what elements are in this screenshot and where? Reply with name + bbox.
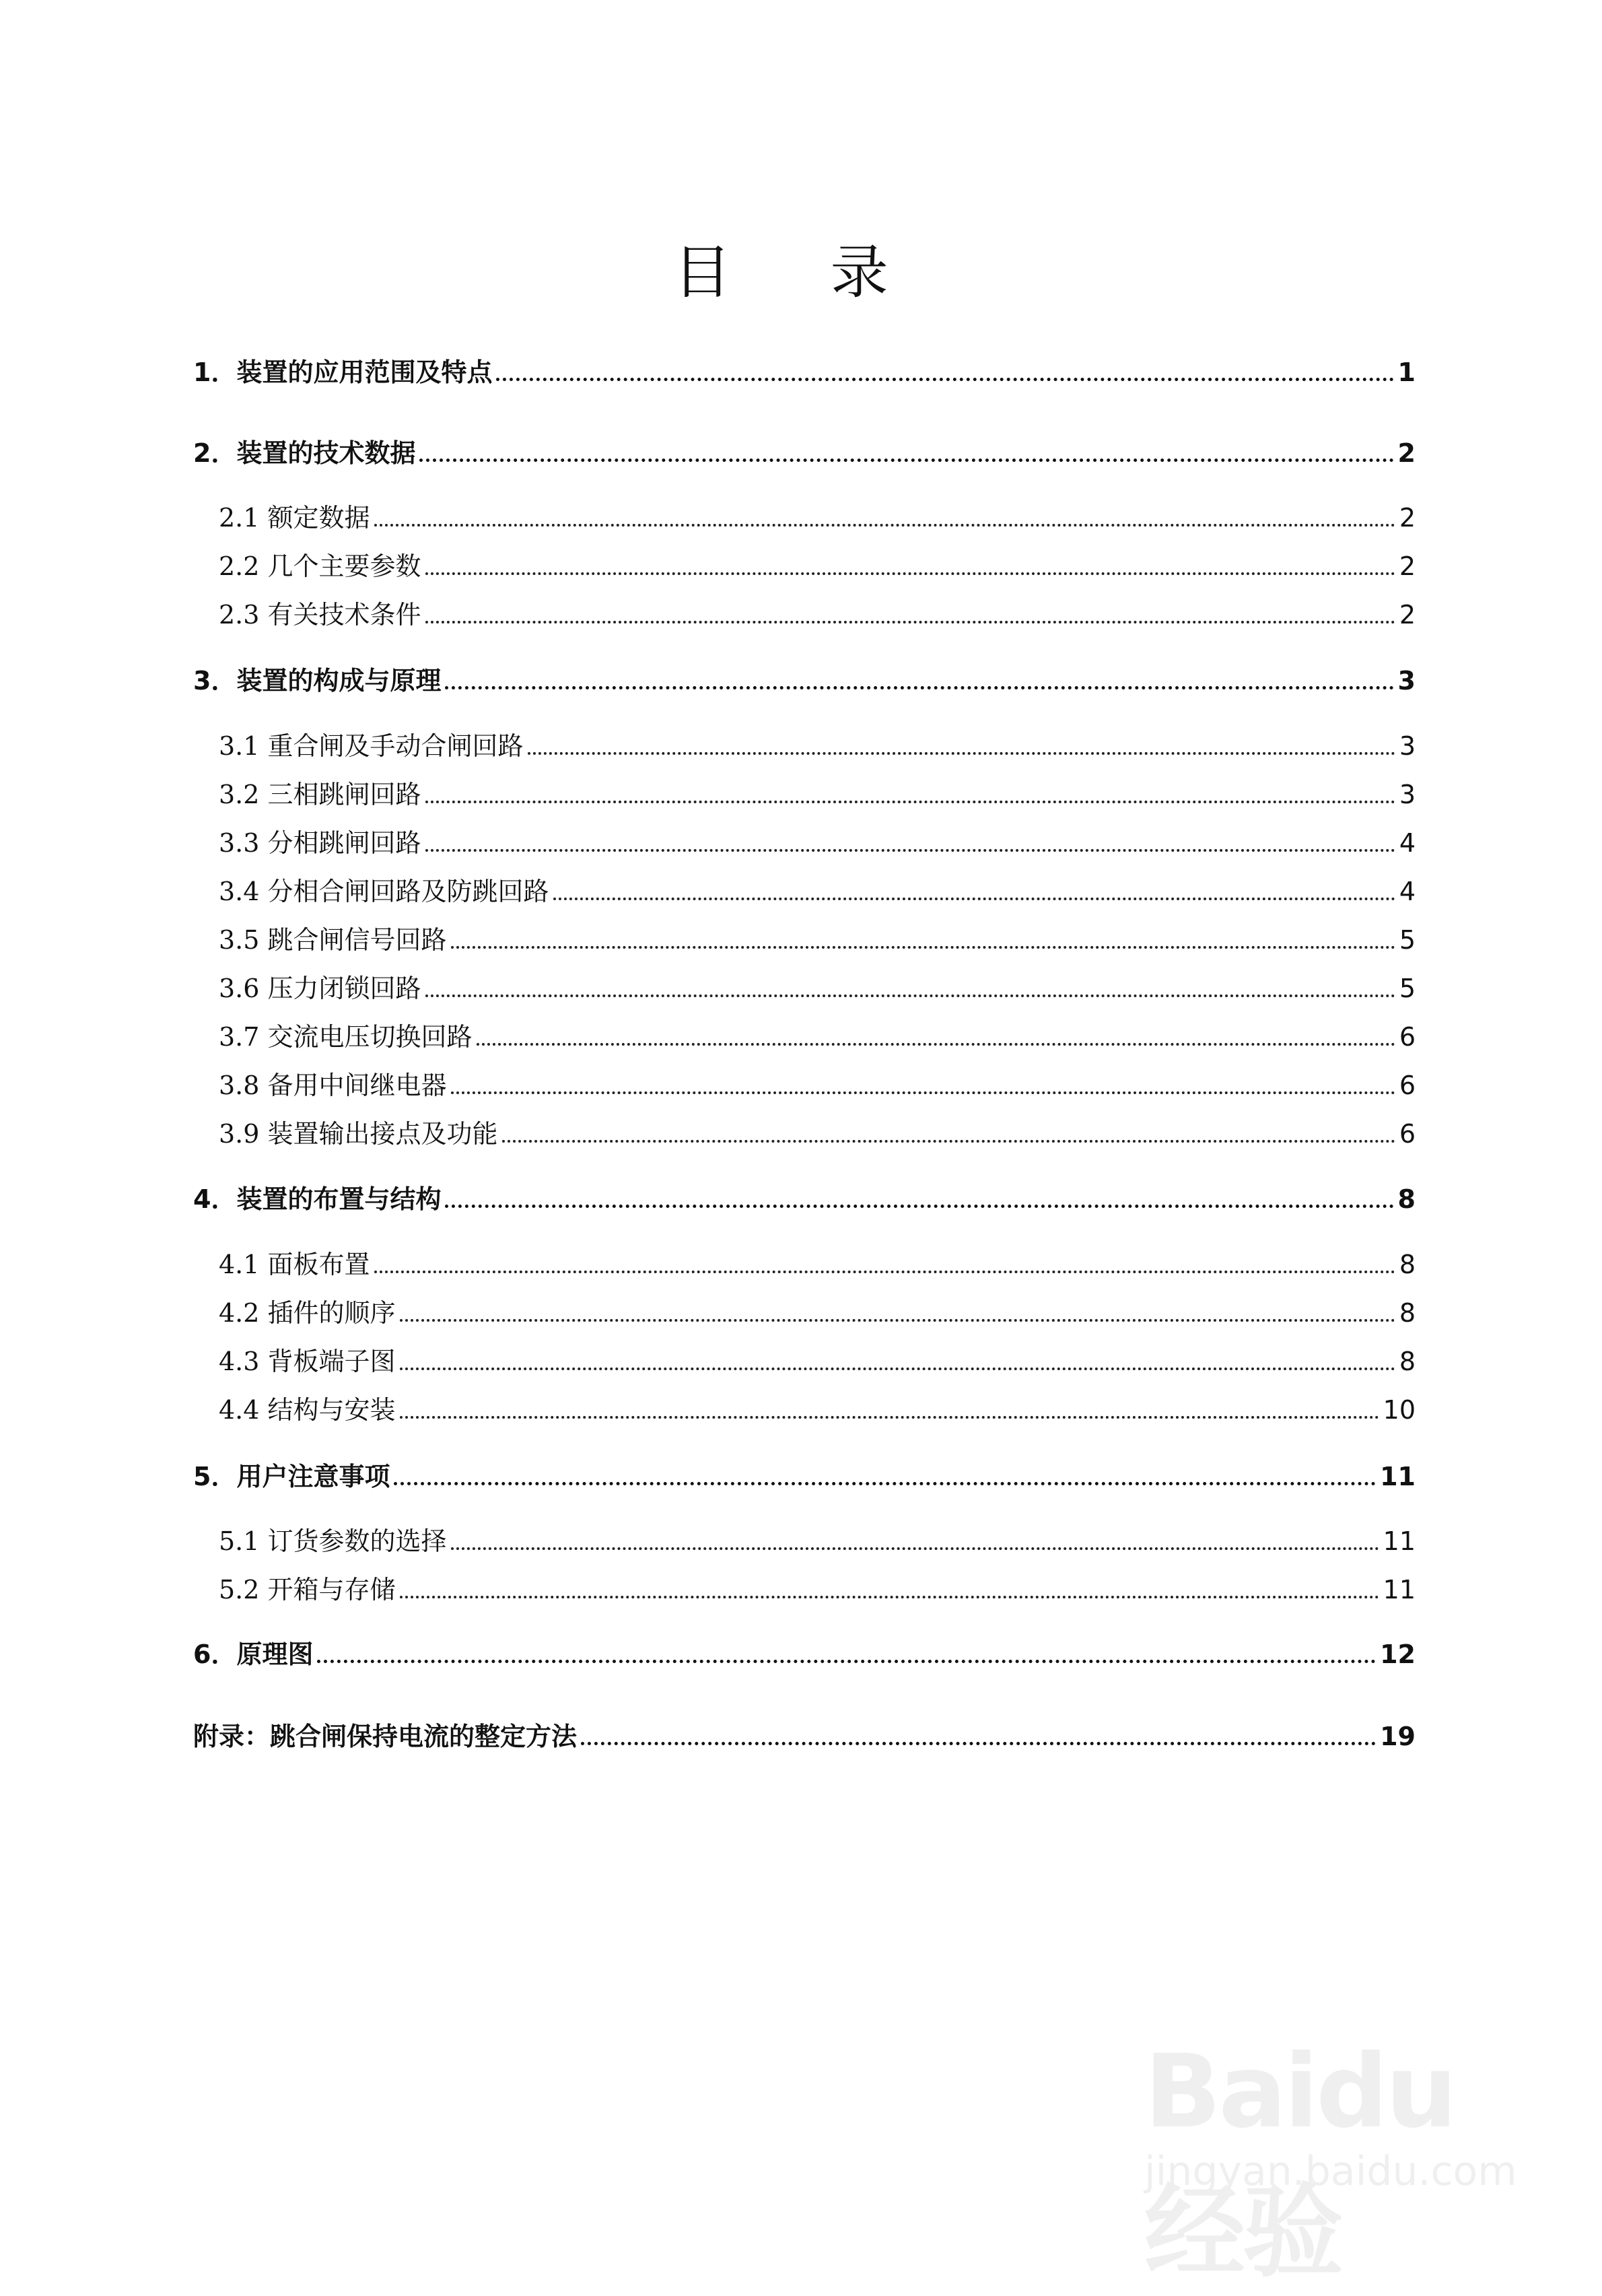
toc-entry[interactable] (219, 828, 1416, 858)
toc-entry-page: 3 (1397, 666, 1416, 696)
toc-entry[interactable] (219, 1574, 1416, 1605)
toc-entry-page: 5 (1399, 974, 1416, 1003)
toc-leader (400, 1416, 1379, 1419)
toc-leader (581, 1742, 1376, 1745)
toc-entry-page: 11 (1383, 1575, 1416, 1605)
toc-entry[interactable] (219, 551, 1416, 582)
toc-leader (374, 524, 1395, 527)
toc-entry[interactable] (219, 1526, 1416, 1557)
toc-leader (400, 1368, 1395, 1370)
toc-entry[interactable] (219, 1297, 1416, 1328)
toc-leader (445, 1205, 1393, 1208)
toc-entry-label: 1．装置的应用范围及特点 (193, 358, 493, 387)
toc-leader (528, 752, 1395, 755)
toc-entry[interactable] (193, 1184, 1416, 1215)
toc-leader (451, 1091, 1395, 1094)
toc-entry-label: 4．装置的布置与结构 (193, 1184, 442, 1214)
toc-entry-label: 5．用户注意事项 (193, 1462, 390, 1491)
toc-leader (477, 1043, 1395, 1046)
toc-entry-page: 5 (1399, 925, 1416, 955)
toc-leader (496, 378, 1393, 381)
toc-entry[interactable] (219, 1249, 1416, 1280)
toc-entry[interactable] (219, 1346, 1416, 1377)
toc-leader (425, 621, 1395, 623)
toc-entry[interactable] (219, 1118, 1416, 1149)
toc-entry-page: 4 (1399, 828, 1416, 858)
toc-entry-label: 2.1 额定数据 (219, 503, 370, 533)
toc-entry-page: 6 (1399, 1022, 1416, 1052)
toc-entry-label: 附录：跳合闸保持电流的整定方法 (193, 1722, 578, 1751)
toc-entry[interactable] (219, 1021, 1416, 1052)
toc-entry-page: 4 (1399, 877, 1416, 906)
toc-entry-page: 11 (1383, 1526, 1416, 1556)
toc-entry-page: 2 (1399, 551, 1416, 581)
toc-entry-label: 3.6 压力闭锁回路 (219, 974, 421, 1003)
toc-entry-label: 6．原理图 (193, 1640, 314, 1669)
toc-entry[interactable] (193, 357, 1416, 388)
toc-entry-page: 8 (1397, 1184, 1416, 1214)
watermark-logo: Baidu 经验 (1144, 2033, 1455, 2291)
toc-entry-page: 2 (1399, 600, 1416, 630)
toc-entry[interactable] (219, 1394, 1416, 1425)
toc-entry-label: 4.2 插件的顺序 (219, 1298, 396, 1328)
toc-entry-label: 2.2 几个主要参数 (219, 551, 421, 581)
toc-entry-label: 3.1 重合闸及手动合闸回路 (219, 731, 524, 761)
toc-leader (400, 1596, 1379, 1598)
toc-entry-page: 8 (1399, 1347, 1416, 1376)
toc-entry[interactable] (219, 599, 1416, 630)
toc-entry-label: 4.4 结构与安装 (219, 1395, 396, 1425)
toc-entry-label: 2.3 有关技术条件 (219, 600, 421, 630)
toc-entry-label: 3.4 分相合闸回路及防跳回路 (219, 877, 549, 906)
toc-entry-page: 19 (1380, 1722, 1416, 1751)
toc-entry[interactable] (193, 1461, 1416, 1492)
toc-entry-page: 11 (1380, 1462, 1416, 1491)
toc-entry-page: 10 (1383, 1395, 1416, 1425)
toc-leader (374, 1271, 1395, 1273)
toc-entry-page: 2 (1399, 503, 1416, 533)
toc-entry-label: 3.2 三相跳闸回路 (219, 780, 421, 809)
toc-leader (451, 946, 1395, 949)
toc-entry-label: 3．装置的构成与原理 (193, 666, 442, 696)
toc-entry-label: 3.5 跳合闸信号回路 (219, 925, 447, 955)
toc-entry-label: 5.2 开箱与存储 (219, 1575, 396, 1605)
toc-leader (419, 459, 1393, 462)
toc-entry-page: 6 (1399, 1119, 1416, 1149)
toc-entry-label: 3.8 备用中间继电器 (219, 1071, 447, 1100)
toc-leader (400, 1319, 1395, 1322)
toc-entry[interactable] (219, 502, 1416, 533)
toc-entry[interactable] (219, 779, 1416, 810)
toc-leader (553, 898, 1395, 900)
toc-leader (502, 1140, 1395, 1143)
toc-entry-label: 3.9 装置输出接点及功能 (219, 1119, 498, 1149)
toc-leader (425, 849, 1395, 852)
toc-leader (445, 686, 1393, 689)
toc-entry-label: 4.1 面板布置 (219, 1250, 370, 1279)
toc-entry-label: 3.7 交流电压切换回路 (219, 1022, 473, 1052)
toc-entry[interactable] (219, 876, 1416, 907)
toc-leader (394, 1482, 1376, 1485)
toc-entry-page: 3 (1399, 731, 1416, 761)
toc-entry-label: 5.1 订货参数的选择 (219, 1526, 447, 1556)
toc-entry-page: 3 (1399, 780, 1416, 809)
toc-entry[interactable] (219, 1070, 1416, 1101)
toc-entry[interactable] (219, 973, 1416, 1004)
baidu-watermark (1131, 1993, 1535, 2291)
toc-leader (425, 994, 1395, 997)
toc-entry-page: 12 (1380, 1640, 1416, 1669)
toc-entry-label: 4.3 背板端子图 (219, 1347, 396, 1376)
toc-entry-page: 6 (1399, 1071, 1416, 1100)
toc-leader (317, 1660, 1376, 1663)
toc-entry[interactable] (219, 924, 1416, 955)
toc-title: 目 录 (673, 239, 929, 306)
toc-leader (425, 801, 1395, 803)
toc-entry[interactable] (193, 1639, 1416, 1670)
toc-entry-label: 2．装置的技术数据 (193, 438, 416, 468)
toc-entry-page: 2 (1397, 438, 1416, 468)
toc-entry-page: 8 (1399, 1250, 1416, 1279)
toc-leader (451, 1547, 1379, 1550)
toc-entry-page: 1 (1397, 358, 1416, 387)
toc-entry[interactable] (193, 1721, 1416, 1752)
watermark-url: jingyan.baidu.com (1144, 2148, 1517, 2195)
toc-entry[interactable] (219, 731, 1416, 762)
toc-entry[interactable] (193, 438, 1416, 469)
toc-entry-label: 3.3 分相跳闸回路 (219, 828, 421, 858)
toc-entry-page: 8 (1399, 1298, 1416, 1328)
toc-leader (425, 572, 1395, 575)
toc-entry[interactable] (193, 665, 1416, 696)
